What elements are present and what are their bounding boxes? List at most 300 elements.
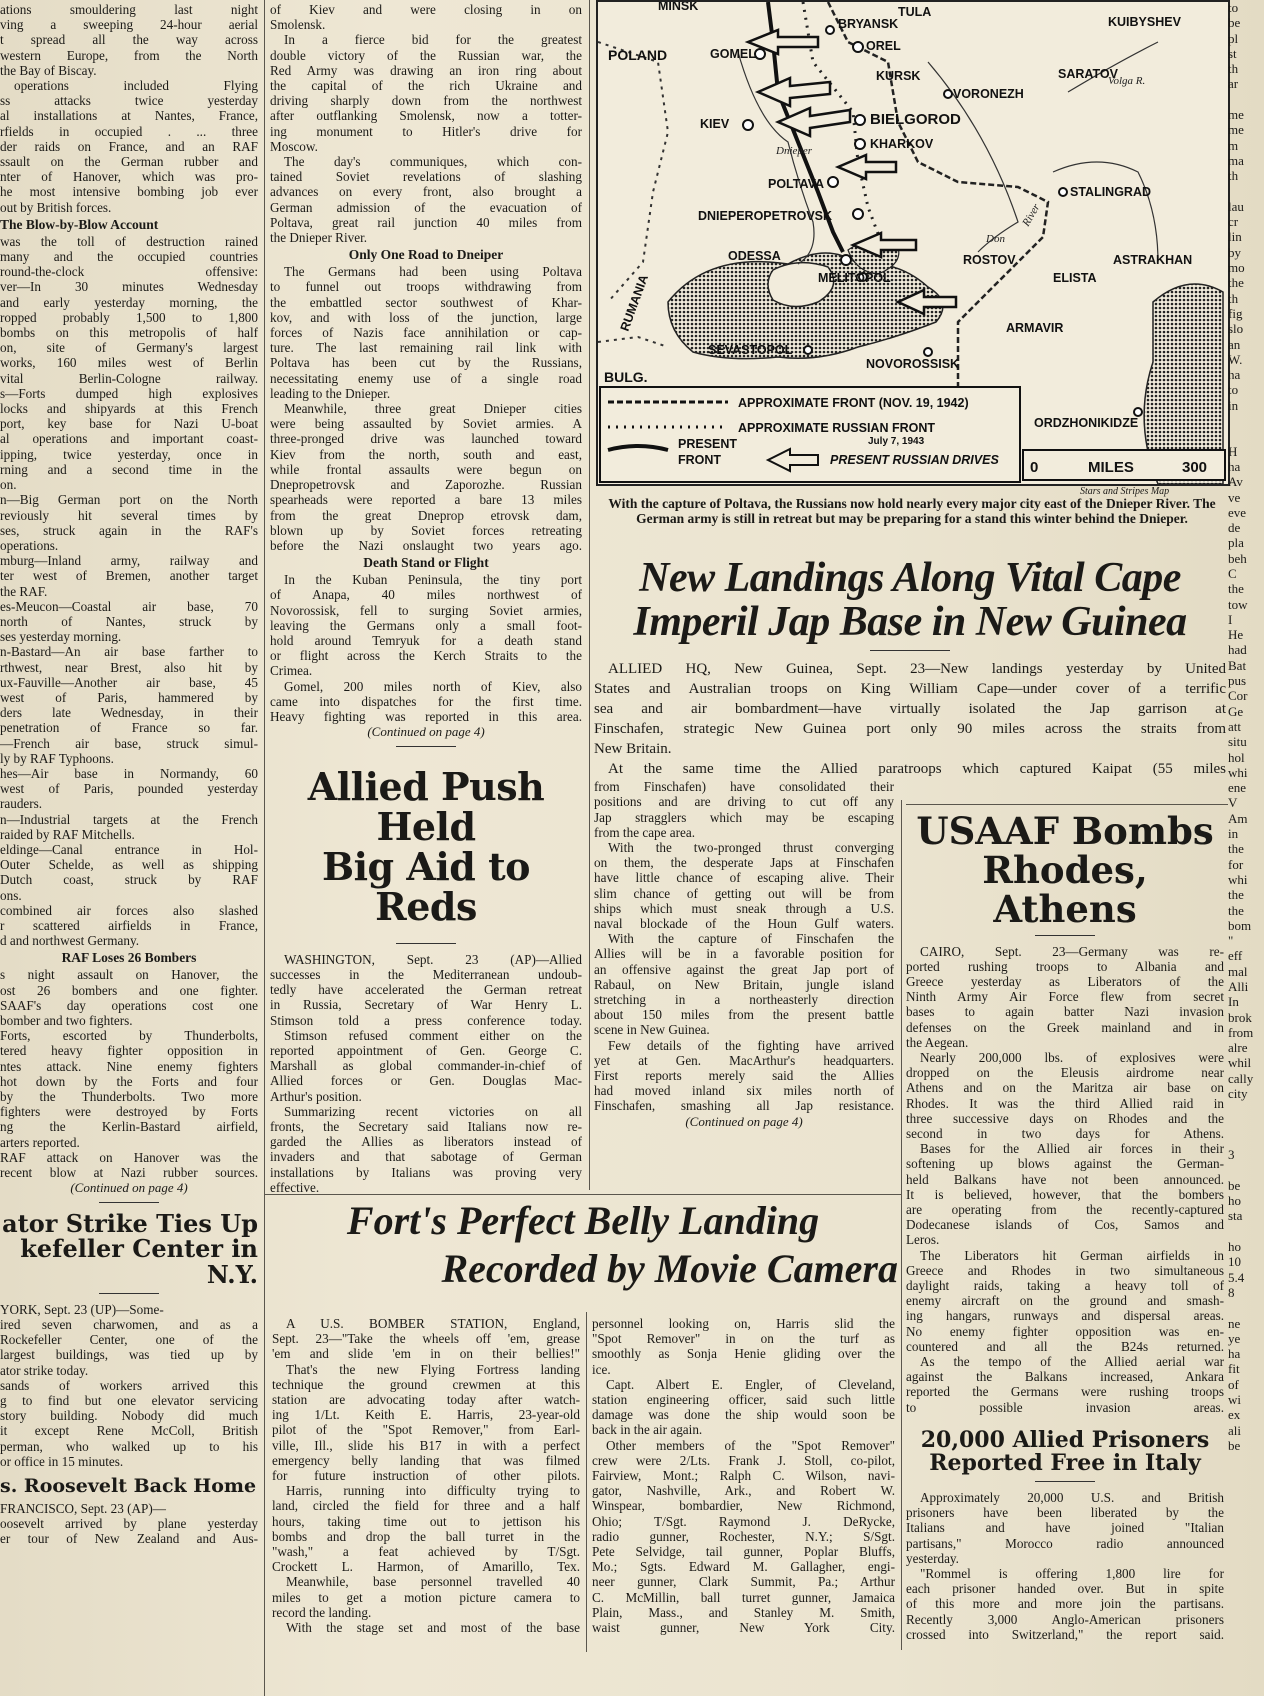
text-line: bases to again batter Nazi invasion (906, 1004, 1224, 1020)
edge-fragment: He (1228, 627, 1244, 643)
text-line: s—Forts dumped high explosives (0, 385, 258, 401)
scale-unit: MILES (1088, 459, 1134, 476)
edge-fragment (1228, 1224, 1264, 1239)
text-line: story building. Nobody did much (0, 1408, 258, 1424)
edge-fragment: fit (1228, 1361, 1240, 1377)
text-line: to possible invasion areas. (906, 1399, 1224, 1415)
text-line: Mo.; Sgts. Edward M. Gallagher, engi- (592, 1559, 895, 1575)
text-line: First reports merely said the Allies (594, 1068, 894, 1084)
continued-note: (Continued on page 4) (70, 1180, 188, 1196)
edge-fragment: In (1228, 994, 1239, 1010)
text-line: about 150 miles from the present battle (594, 1007, 894, 1023)
edge-fragment (1228, 1117, 1264, 1132)
text-line: are operating from the recently-captured (906, 1201, 1224, 1217)
edge-fragment: m (1228, 137, 1239, 153)
legend-front: FRONT (678, 453, 722, 467)
text-line: Finschafen, smashing all Jap resistance. (594, 1098, 894, 1114)
text-line: back in the air again. (592, 1422, 703, 1438)
section-rule (264, 1194, 901, 1195)
text-line: The day's communiques, which con- (284, 154, 582, 170)
subhead-raf-losses: RAF Loses 26 Bombers (61, 950, 197, 966)
divider (396, 943, 456, 944)
legend-front-1942: APPROXIMATE FRONT (NOV. 19, 1942) (738, 396, 969, 410)
edge-fragment: beh (1228, 550, 1247, 566)
text-line: ipping, twice yesterday, once in (0, 446, 258, 462)
border-line (598, 337, 668, 347)
text-line: reviously hit several times by (0, 507, 258, 523)
map-label-dnieperopetrovsk: DNIEPEROPETROVSK (698, 209, 833, 223)
text-line: Dutch coast, struck by RAF (0, 872, 258, 888)
map-label-elista: ELISTA (1053, 271, 1097, 285)
text-line: Poltava, great rail junction 40 miles from (270, 214, 582, 230)
map-label-minsk: MINSK (658, 2, 699, 13)
text-line: western Europe, from the North (0, 47, 258, 63)
headline-line: Recorded by Movie Camera (441, 1248, 898, 1291)
text-line: tedly have accelerated the German retreat (270, 982, 582, 998)
text-line: Plain, Mass., and Stanley M. Smith, (592, 1604, 895, 1620)
edge-fragment: brok (1228, 1009, 1252, 1025)
text-line: successes in the Mediterranean undoub- (270, 966, 582, 982)
text-line: west of Paris, hammered by (0, 689, 258, 705)
text-line: ver—In 30 minutes Wednesday (0, 279, 258, 295)
text-line: bomber and two fighters. (0, 1013, 133, 1028)
text-line: It is believed, however, that the bombers (906, 1186, 1224, 1202)
text-line: Greece yesterday as Liberators of the (906, 973, 1224, 989)
map-river-label: Don (986, 233, 1005, 245)
text-line: States and Australian troops on King William Cape—under cover of a terrific (594, 681, 1226, 698)
text-line: crossed into Switzerland," the report said. (906, 1626, 1224, 1642)
map-label-ordzhonikidze: ORDZHONIKIDZE (1034, 416, 1139, 430)
headline-new-guinea (594, 556, 1226, 644)
text-line: d and northwest Germany. (0, 933, 140, 949)
text-line: Leros. (906, 1232, 940, 1248)
text-line: penetration of France so far. (0, 720, 258, 736)
text-line: RAF attack on Hanover was the (0, 1149, 258, 1165)
map-label-gomel: GOMEL (710, 47, 756, 61)
divider (1035, 1481, 1095, 1482)
text-line: against the Balkans increased, Ankara (906, 1369, 1224, 1385)
text-line: positions and are driving to cut off any (594, 794, 894, 810)
text-line: many and the occupied countries (0, 249, 258, 265)
edge-fragment: ho (1228, 1193, 1241, 1209)
edge-fragment: ha (1228, 458, 1241, 474)
text-line: invaders and that sabotage of German (270, 1149, 582, 1165)
text-line: emergency belly landing that was filmed (272, 1452, 580, 1468)
subhead-one-road: Only One Road to Dneiper (348, 247, 504, 263)
map-label-astrakhan: ASTRAKHAN (1113, 253, 1193, 267)
prisoners-body (906, 1490, 1224, 1642)
edge-fragment (1228, 1300, 1264, 1315)
border-line (598, 42, 668, 302)
text-line: Fairview, Mont.; Ralph C. Wilson, navi- (592, 1468, 895, 1484)
edge-fragment: the (1228, 841, 1244, 857)
edge-fragment: ene (1228, 780, 1247, 796)
edge-fragment: mal (1228, 963, 1248, 979)
text-line: hours, taking time out to jettison his (272, 1513, 580, 1529)
edge-fragment: be (1228, 1177, 1241, 1193)
text-line: Italians and have joined "Italian (906, 1520, 1224, 1536)
map-label-bulg: BULG. (604, 369, 648, 385)
text-line: for future instruction of other pilots. (272, 1468, 580, 1484)
text-line: leading to the Dnieper. (270, 385, 391, 401)
adjacent-column-fragment (1228, 0, 1264, 1696)
edge-fragment: whi (1228, 871, 1248, 887)
text-line: rning and a second time in the (0, 461, 258, 477)
edge-fragment: fig (1228, 305, 1243, 321)
text-line: mburg—Inland army, railway and (0, 553, 258, 569)
text-line: forces of Nazis face annihilation or cap- (270, 325, 582, 341)
text-line: tered heavy fighter opposition in (0, 1043, 258, 1059)
column-rule (589, 0, 590, 1190)
fort-left-column (272, 1316, 580, 1656)
headline-usaaf (906, 812, 1224, 929)
text-line: arters reported. (0, 1134, 80, 1150)
text-line: Meanwhile, base personnel travelled 40 (286, 1574, 580, 1590)
text-line: "wash," a feat achieved by T/Sgt. (272, 1544, 580, 1560)
text-line: blown up by Soviet forces retreating (270, 522, 582, 538)
edge-fragment: be (1228, 1437, 1241, 1453)
text-line: t spread all the way across (0, 32, 258, 48)
text-line: Crockett L. Harmon, of Amarillo, Tex. (272, 1559, 580, 1575)
divider (99, 1202, 159, 1203)
edge-fragment: eff (1228, 948, 1243, 964)
text-line: At the same time the Allied paratroops which captured Kaipat (55 miles (608, 761, 1226, 778)
edge-fragment: city (1228, 1086, 1248, 1102)
edge-fragment: Ge (1228, 703, 1244, 719)
text-line: each prisoner handed over. But in spite (906, 1581, 1224, 1597)
text-line: locks and shipyards at this French (0, 401, 258, 417)
edge-fragment: Bat (1228, 657, 1247, 673)
article-death-stand (270, 572, 582, 724)
text-line: Recently 3,000 Anglo-American prisoners (906, 1611, 1224, 1627)
text-line: naval blockade of the Houn Gulf waters. (594, 916, 894, 932)
divider (396, 746, 456, 747)
text-line: kov, and with loss of the junction, large (270, 309, 582, 325)
edge-fragment (1228, 428, 1264, 443)
text-line: or office in 15 minutes. (0, 1453, 124, 1469)
edge-fragment: Av (1228, 474, 1243, 490)
text-line: Allied forces or Gen. Douglas Mac- (270, 1073, 582, 1089)
edge-fragment: by (1228, 244, 1241, 260)
edge-fragment: in (1228, 397, 1239, 413)
text-line: ux-Fauville—Another air base, 45 (0, 674, 258, 690)
guinea-body (594, 779, 894, 1113)
text-line: radio gunner, Rochester, N.Y.; S/Sgt. (592, 1528, 895, 1544)
guinea-lead (594, 659, 1226, 779)
text-line: ture. The last remaining rail link with (270, 340, 582, 356)
text-line: oosevelt arrived by plane yesterday (0, 1516, 258, 1532)
text-line: es-Meucon—Coastal air base, 70 (0, 598, 258, 614)
edge-fragment (1228, 92, 1264, 107)
headline-line: Reported Free in Italy (929, 1449, 1201, 1476)
text-line: raided by RAF Mitchells. (0, 826, 135, 842)
text-line: er tour of New Zealand and Aus- (0, 1531, 258, 1547)
text-line: SAAF's day operations cost one (0, 997, 258, 1013)
map-svg (598, 2, 1228, 484)
fort-right-body (592, 1316, 895, 1635)
text-line: Smolensk. (270, 17, 326, 33)
text-line: YORK, Sept. 23 (UP)—Some- (0, 1301, 164, 1317)
text-line: prisoners have been liberated by the (906, 1505, 1224, 1521)
edge-fragment: Am (1228, 810, 1248, 826)
edge-fragment: ma (1228, 152, 1244, 168)
text-line: while frontal assaults were begun on (270, 461, 582, 477)
text-line: three-pronged drive was launched toward (270, 431, 582, 447)
text-line: FRANCISCO, Sept. 23 (AP)— (0, 1500, 166, 1516)
edge-fragment: wi (1228, 1392, 1241, 1408)
text-line: ing hangars, runways and dispersal areas. (906, 1308, 1224, 1324)
text-line: ing 1/Lt. Keith E. Harris, 23-year-old (272, 1407, 580, 1423)
map-label-rostov: ROSTOV (963, 253, 1016, 267)
edge-fragment: st (1228, 45, 1237, 61)
edge-fragment (1228, 413, 1264, 428)
edge-fragment: the (1228, 887, 1244, 903)
text-line: garded the Allies as liberators instead of (270, 1134, 582, 1150)
legend-present: PRESENT (678, 437, 738, 451)
text-line: With the capture of Finschafen the (608, 931, 894, 947)
text-line: spearheads were reported a bare 13 miles (270, 492, 582, 508)
text-line: ses, struck again in the RAF's (0, 522, 258, 538)
edge-fragment: th (1228, 61, 1239, 77)
text-line: —French air base, struck simul- (0, 735, 258, 751)
russian-front-map (596, 0, 1230, 486)
article-roosevelt (0, 1501, 258, 1547)
map-label-melitopol: MELITOPOL (818, 271, 891, 285)
text-line: No enemy fighter opposition was en- (906, 1323, 1224, 1339)
article-intro (0, 2, 258, 215)
text-line: hot down by the Forts and four (0, 1073, 258, 1089)
edge-fragment: 10 (1228, 1254, 1241, 1270)
text-line: advances on every front, also brought a (270, 184, 582, 200)
text-line: pilot of the "Spot Remover," from Earl- (272, 1422, 580, 1438)
map-credit: Stars and Stripes Map (1080, 486, 1170, 497)
text-line: Forts, escorted by Thunderbolts, (0, 1028, 258, 1044)
map-label-poland: POLAND (608, 47, 668, 63)
map-label-voronezh: VORONEZH (953, 87, 1024, 101)
text-line: tained Soviet revelations of slashing (270, 169, 582, 185)
edge-fragment: W. (1228, 351, 1243, 367)
text-line: ported rushing troops to Albania and (906, 958, 1224, 974)
text-line: he most intensive bombing job ever (0, 184, 258, 200)
text-line: out by British forces. (0, 199, 112, 215)
map-label-poltava: POLTAVA (768, 177, 825, 191)
edge-fragment: lau (1228, 198, 1244, 214)
subhead-death-stand: Death Stand or Flight (363, 555, 489, 571)
edge-fragment: ve (1228, 489, 1241, 505)
text-line: ly by RAF Typhoons. (0, 750, 114, 766)
column-rule (264, 0, 265, 1696)
text-line: Harris, running into difficulty trying to (286, 1483, 580, 1499)
edge-fragment: the (1228, 902, 1244, 918)
map-label-novorossisk: NOVOROSSISK (866, 357, 960, 371)
edge-fragment: cr (1228, 214, 1239, 230)
text-line: enemy aircraft on the ground and smash- (906, 1293, 1224, 1309)
text-line: g to find but one elevator servicing (0, 1393, 258, 1409)
text-line: station engineering officer, said such little (592, 1392, 895, 1408)
text-line: Gomel, 200 miles north of Kiev, also (284, 678, 582, 694)
text-line: C. McMillin, ball turret gunner, Jamaica (592, 1589, 895, 1605)
subhead-blow-by-blow: The Blow-by-Blow Account (0, 216, 159, 232)
text-line: r scattered airfields in France, (0, 917, 258, 933)
edge-fragment: ha (1228, 1346, 1241, 1362)
text-line: New Britain. (594, 741, 672, 758)
article-losses (0, 967, 258, 1180)
map-label-kiev: KIEV (700, 117, 730, 131)
text-line: Rabaul, on New Britain, jungle island (594, 976, 894, 992)
text-line: stretching in a northeasterly direction (594, 992, 894, 1008)
text-line: der raids on France, and an RAF (0, 138, 258, 154)
map-label-bryansk: BRYANSK (838, 17, 899, 31)
map-label-bielgorod: BIELGOROD (870, 111, 961, 128)
map-river-label: Volga R. (1108, 75, 1146, 87)
text-line: nter of Hanover, which was pro- (0, 169, 258, 185)
text-line: ice. (592, 1361, 611, 1377)
edge-fragment: hol (1228, 749, 1245, 765)
edge-fragment: to (1228, 382, 1239, 398)
text-line: from Finschafen) have consolidated their (594, 779, 894, 795)
text-line: record the landing. (272, 1604, 372, 1620)
text-line: Crimea. (270, 663, 313, 679)
text-line: it except Rene McColl, British (0, 1423, 258, 1439)
text-line: Ninth Army Air Force flew from secret (906, 989, 1224, 1005)
edge-fragment: me (1228, 122, 1244, 138)
text-line: ons. (0, 887, 22, 903)
edge-fragment: sta (1228, 1208, 1243, 1224)
text-line: station are advocating today after watch- (272, 1392, 580, 1408)
text-line: ving a sweeping 24-hour aerial (0, 17, 258, 33)
edge-fragment: ex (1228, 1407, 1241, 1423)
headline-line: Fort's Perfect Belly Landing (346, 1200, 820, 1243)
text-line: perman, who walked up to his (0, 1438, 258, 1454)
text-line: or flight across the Kerch Straits to the (270, 648, 582, 664)
map-river-label: Dnieper (776, 145, 813, 157)
edge-fragment: ne (1228, 1315, 1241, 1331)
text-line: yesterday. (906, 1550, 959, 1566)
text-line: Outer Schelde, as well as shipping (0, 857, 258, 873)
edge-fragment: th (1228, 168, 1239, 184)
edge-fragment: the (1228, 275, 1244, 291)
text-line: Few details of the fighting have arrived (608, 1037, 894, 1053)
text-line: n-Bastard—An air base farther to (0, 644, 258, 660)
text-line: Marshall as global commander-in-chief of (270, 1058, 582, 1074)
text-line: eldinge—Canal entrance in Hol- (0, 841, 258, 857)
fort-right-column (592, 1316, 895, 1656)
map-label-odessa: ODESSA (728, 249, 781, 263)
headline-line: Rhodes, Athens (982, 847, 1148, 931)
edge-fragment: me (1228, 107, 1244, 123)
text-line: Summarizing recent victories on all (284, 1103, 582, 1119)
text-line: Moscow. (270, 138, 318, 154)
text-line: 'em and slide 'em in on their bellies!" (272, 1346, 580, 1362)
edge-fragment: ho (1228, 1239, 1241, 1255)
text-line: Stimson told a press conference today. (270, 1012, 582, 1028)
edge-fragment: slo (1228, 321, 1244, 337)
edge-fragment: ali (1228, 1422, 1241, 1438)
text-line: ter west of Bremen, another target (0, 568, 258, 584)
edge-fragment: pl (1228, 30, 1239, 46)
text-line: ired seven charwomen, and as a (0, 1317, 258, 1332)
headline-fort (268, 1200, 898, 1242)
text-line: installations by Italians was proving very (270, 1164, 582, 1180)
divider (99, 1293, 159, 1294)
text-line: Meanwhile, three great Dnieper cities (284, 401, 582, 417)
edge-fragment: had (1228, 642, 1247, 658)
text-line: after outflanking Smolensk, now a totter- (270, 108, 582, 124)
text-line: vital Berlin-Cologne railway. (0, 370, 258, 386)
text-line: from the great Dneprop etrovsk dam, (270, 507, 582, 523)
text-line: Nearly 200,000 lbs. of explosives were (920, 1049, 1224, 1065)
map-label-saratov: SARATOV (1058, 67, 1118, 81)
legend-russian-front: APPROXIMATE RUSSIAN FRONT (738, 421, 935, 435)
scale-zero: 0 (1030, 459, 1039, 476)
text-line: Other members of the "Spot Remover" (606, 1437, 895, 1453)
edge-fragment: for (1228, 856, 1244, 872)
text-line: al operations and important coast- (0, 431, 258, 447)
divider (870, 650, 950, 651)
map-river-label: River (1020, 201, 1043, 229)
headline-line: Allied Push Held (307, 764, 545, 850)
text-line: ing monument to Hitler's drive for (270, 123, 582, 139)
text-line: was the toll of destruction rained (0, 233, 258, 249)
edge-fragment: of (1228, 1376, 1239, 1392)
text-line: waist gunner, New York City. (592, 1620, 895, 1636)
text-line: With the two-pronged thrust converging (608, 840, 894, 855)
edge-fragment: from (1228, 1024, 1254, 1040)
text-line: Greece and Rhodes in two simultaneous (906, 1262, 1224, 1278)
text-line: ses yesterday morning. (0, 629, 122, 645)
text-line: to funnel out troops withdrawing from (270, 279, 582, 295)
edge-fragment: att (1228, 718, 1241, 734)
article-russia-top (270, 2, 582, 245)
text-line: As the tempo of the Allied aerial war (920, 1354, 1224, 1370)
text-line: the capital of the rich Ukraine and (270, 78, 582, 94)
text-line: fighters were destroyed by Forts (0, 1104, 258, 1120)
text-line: "Rommel is offering 1,800 lire for (920, 1566, 1224, 1582)
edge-fragment: 5.4 (1228, 1269, 1245, 1285)
text-line: slim chance of getting out will be from (594, 885, 894, 901)
text-line: damage was done the ship would soon be (592, 1407, 895, 1423)
edge-fragment: to (1228, 0, 1239, 15)
text-line: effective. (270, 1179, 320, 1192)
edge-fragment: lin (1228, 229, 1242, 245)
column-russia (270, 2, 582, 1192)
text-line: Athens and on the Maritza air base on (906, 1080, 1224, 1096)
edge-fragment: situ (1228, 734, 1247, 750)
article-road (270, 264, 582, 553)
text-line: smoothly as Sonja Henie gliding over the (592, 1346, 895, 1362)
text-line: hes—Air base in Normandy, 60 (0, 765, 258, 781)
text-line: Heavy fighting was reported in this area. (270, 708, 582, 724)
text-line: rthwest, near Brest, also hit by (0, 659, 258, 675)
article-fort-2 (268, 1248, 898, 1308)
headline-fort-line2 (268, 1248, 898, 1290)
text-line: recent blow at Nazi rubber sources. (0, 1165, 258, 1181)
scale-max: 300 (1182, 459, 1208, 476)
text-line: before the Nazi onslaught two years ago. (270, 537, 582, 553)
legend-drives: PRESENT RUSSIAN DRIVES (830, 453, 999, 467)
edge-fragment: be (1228, 15, 1241, 31)
text-line: the Dnieper River. (270, 230, 368, 246)
text-line: s night assault on Hanover, the (0, 967, 258, 983)
text-line: held Balkans have not been announced. (906, 1171, 1224, 1187)
text-line: the Aegean. (906, 1034, 969, 1050)
text-line: an offensive against the great Jap port of (594, 961, 894, 977)
text-line: A U.S. BOMBER STATION, England, (286, 1316, 580, 1331)
text-line: That's the new Flying Fortress landing (286, 1361, 580, 1377)
text-line: Capt. Albert E. Engler, of Cleveland, (606, 1376, 895, 1392)
edge-fragment: alre (1228, 1040, 1248, 1056)
article-usaaf (906, 812, 1224, 1662)
